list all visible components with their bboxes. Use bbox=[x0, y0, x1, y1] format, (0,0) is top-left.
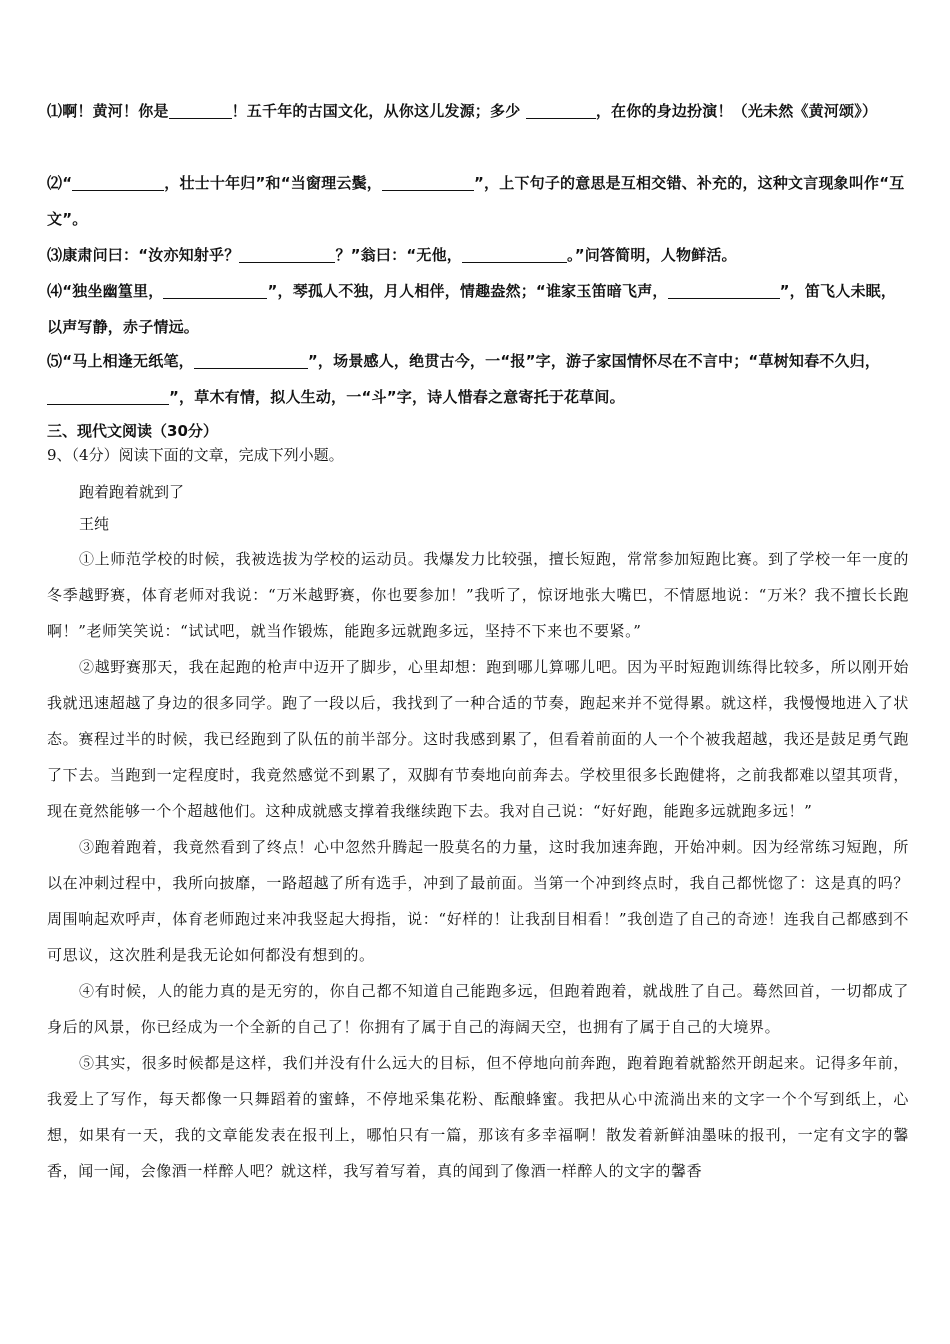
article-paragraph-5: ⑤其实，很多时候都是这样，我们并没有什么远大的目标，但不停地向前奔跑，跑着跑着就豁然开朗起来。记得多年前，我爱上了写作，每天都像一只舞蹈着的蜜蜂，不停地采集花粉、酝酿蜂蜜。我把从心中流淌出来的文字一个个写到纸上，心想，如果有一天，我的文章能发表在报刊上，哪怕只有一篇，那该有多幸福啊！散发着新鲜油墨味的报刊，一定有文字的馨香，闻一闻，会像酒一样醉人吧？就这样，我写着写着，真的闻到了像酒一样醉人的文字的馨香 bbox=[47, 1054, 909, 1180]
q1-blank-2[interactable] bbox=[526, 102, 596, 119]
q1-text-c: ，在你的身边扮演！（光未然《黄河颂》） bbox=[595, 102, 878, 120]
q5-blank-1[interactable] bbox=[194, 352, 308, 369]
article-paragraph-1: ①上师范学校的时候，我被选拔为学校的运动员。我爆发力比较强，擅长短跑，常常参加短跑比赛。到了学校一年一度的冬季越野赛，体育老师对我说：“万米越野赛，你也要参加！”我听了，惊讶地张大嘴巴，不情愿地说：“万米？我不擅长长跑啊！”老师笑笑说：“试试吧，就当作锻炼，能跑多远就跑多远，坚持不下来也不要紧。” bbox=[47, 550, 909, 640]
section-title: 三、现代文阅读（30分） bbox=[47, 422, 218, 440]
article-paragraph-2: ②越野赛那天，我在起跑的枪声中迈开了脚步，心里却想：跑到哪儿算哪儿吧。因为平时短跑训练得比较多，所以刚开始我就迅速超越了身边的很多同学。跑了一段以后，我找到了一种合适的节奏，跑起来并不觉得累。就这样，我慢慢地进入了状态。赛程过半的时候，我已经跑到了队伍的前半部分。这时我感到累了，但看着前面的人一个个被我超越，我还是鼓足勇气跑了下去。当跑到一定程度时，我竟然感觉不到累了，双脚有节奏地向前奔去。学校里很多长跑健将，之前我都难以望其项背，现在竟然能够一个个超越他们。这种成就感支撑着我继续跑下去。我对自己说：“好好跑，能跑多远就跑多远！” bbox=[47, 658, 909, 820]
q3-text-c: 。”问答简明，人物鲜活。 bbox=[567, 246, 737, 264]
q4-blank-1[interactable] bbox=[163, 282, 267, 299]
q3-blank-1[interactable] bbox=[239, 246, 335, 263]
fill-in-question-4 bbox=[47, 273, 909, 345]
q4-text-c: ”，笛飞人未眠，以声写静，赤子情远。 bbox=[47, 282, 897, 336]
article-title: 跑着跑着就到了 bbox=[79, 483, 185, 501]
q1-blank-1[interactable] bbox=[169, 102, 232, 119]
q2-text-b: ，壮士十年归”和“当窗理云鬓， bbox=[164, 174, 382, 192]
question-instruction: 9、（4分）阅读下面的文章，完成下列小题。 bbox=[47, 446, 344, 464]
q3-text-a: ⑶康肃问曰：“汝亦知射乎？ bbox=[47, 246, 240, 264]
fill-in-question-2 bbox=[47, 165, 909, 237]
q4-text-a: ⑷“独坐幽篁里， bbox=[47, 282, 164, 300]
q5-text-b: ”，场景感人，绝贯古今，一“报”字，游子家国情怀尽在不言中；“草树知春不久归， bbox=[307, 352, 881, 370]
fill-in-question-1 bbox=[47, 93, 909, 129]
article-paragraph-4: ④有时候，人的能力真的是无穷的，你自己都不知道自己能跑多远，但跑着跑着，就战胜了自己。蓦然回首，一切都成了身后的风景，你已经成为一个全新的自己了！你拥有了属于自己的海阔天空，也拥有了属于自己的大境界。 bbox=[47, 982, 909, 1036]
q4-blank-2[interactable] bbox=[668, 282, 780, 299]
q1-text-b: ！五千年的古国文化，从你这儿发源；多少 bbox=[231, 102, 526, 120]
article-author: 王纯 bbox=[79, 515, 110, 533]
q5-blank-2[interactable] bbox=[47, 388, 169, 405]
fill-in-question-5 bbox=[47, 343, 909, 415]
q1-text-a: ⑴啊！黄河！你是 bbox=[47, 102, 169, 120]
q5-text-a: ⑸“马上相逢无纸笔， bbox=[47, 352, 194, 370]
article-body bbox=[47, 541, 909, 1189]
q5-text-c: ”，草木有情，拟人生动，一“斗”字，诗人惜春之意寄托于花草间。 bbox=[169, 388, 625, 406]
fill-in-question-3 bbox=[47, 237, 909, 273]
q3-blank-2[interactable] bbox=[462, 246, 567, 263]
q2-blank-1[interactable] bbox=[72, 174, 164, 191]
q2-text-c: ”，上下句子的意思是互相交错、补充的，这种文言现象叫作“互文”。 bbox=[47, 174, 905, 228]
q4-text-b: ”，琴孤人不独，月人相伴，情趣盎然；“谁家玉笛暗飞声， bbox=[267, 282, 668, 300]
q2-text-a: ⑵“ bbox=[47, 174, 73, 192]
article-paragraph-3: ③跑着跑着，我竟然看到了终点！心中忽然升腾起一股莫名的力量，这时我加速奔跑，开始冲刺。因为经常练习短跑，所以在冲刺过程中，我所向披靡，一路超越了所有选手，冲到了最前面。当第一个冲到终点时，我自己都恍惚了：这是真的吗？周围响起欢呼声，体育老师跑过来冲我竖起大拇指，说：“好样的！让我刮目相看！”我创造了自己的奇迹！连我自己都感到不可思议，这次胜利是我无论如何都没有想到的。 bbox=[47, 838, 909, 964]
q2-blank-2[interactable] bbox=[382, 174, 474, 191]
q3-text-b: ？”翁曰：“无他， bbox=[335, 246, 462, 264]
